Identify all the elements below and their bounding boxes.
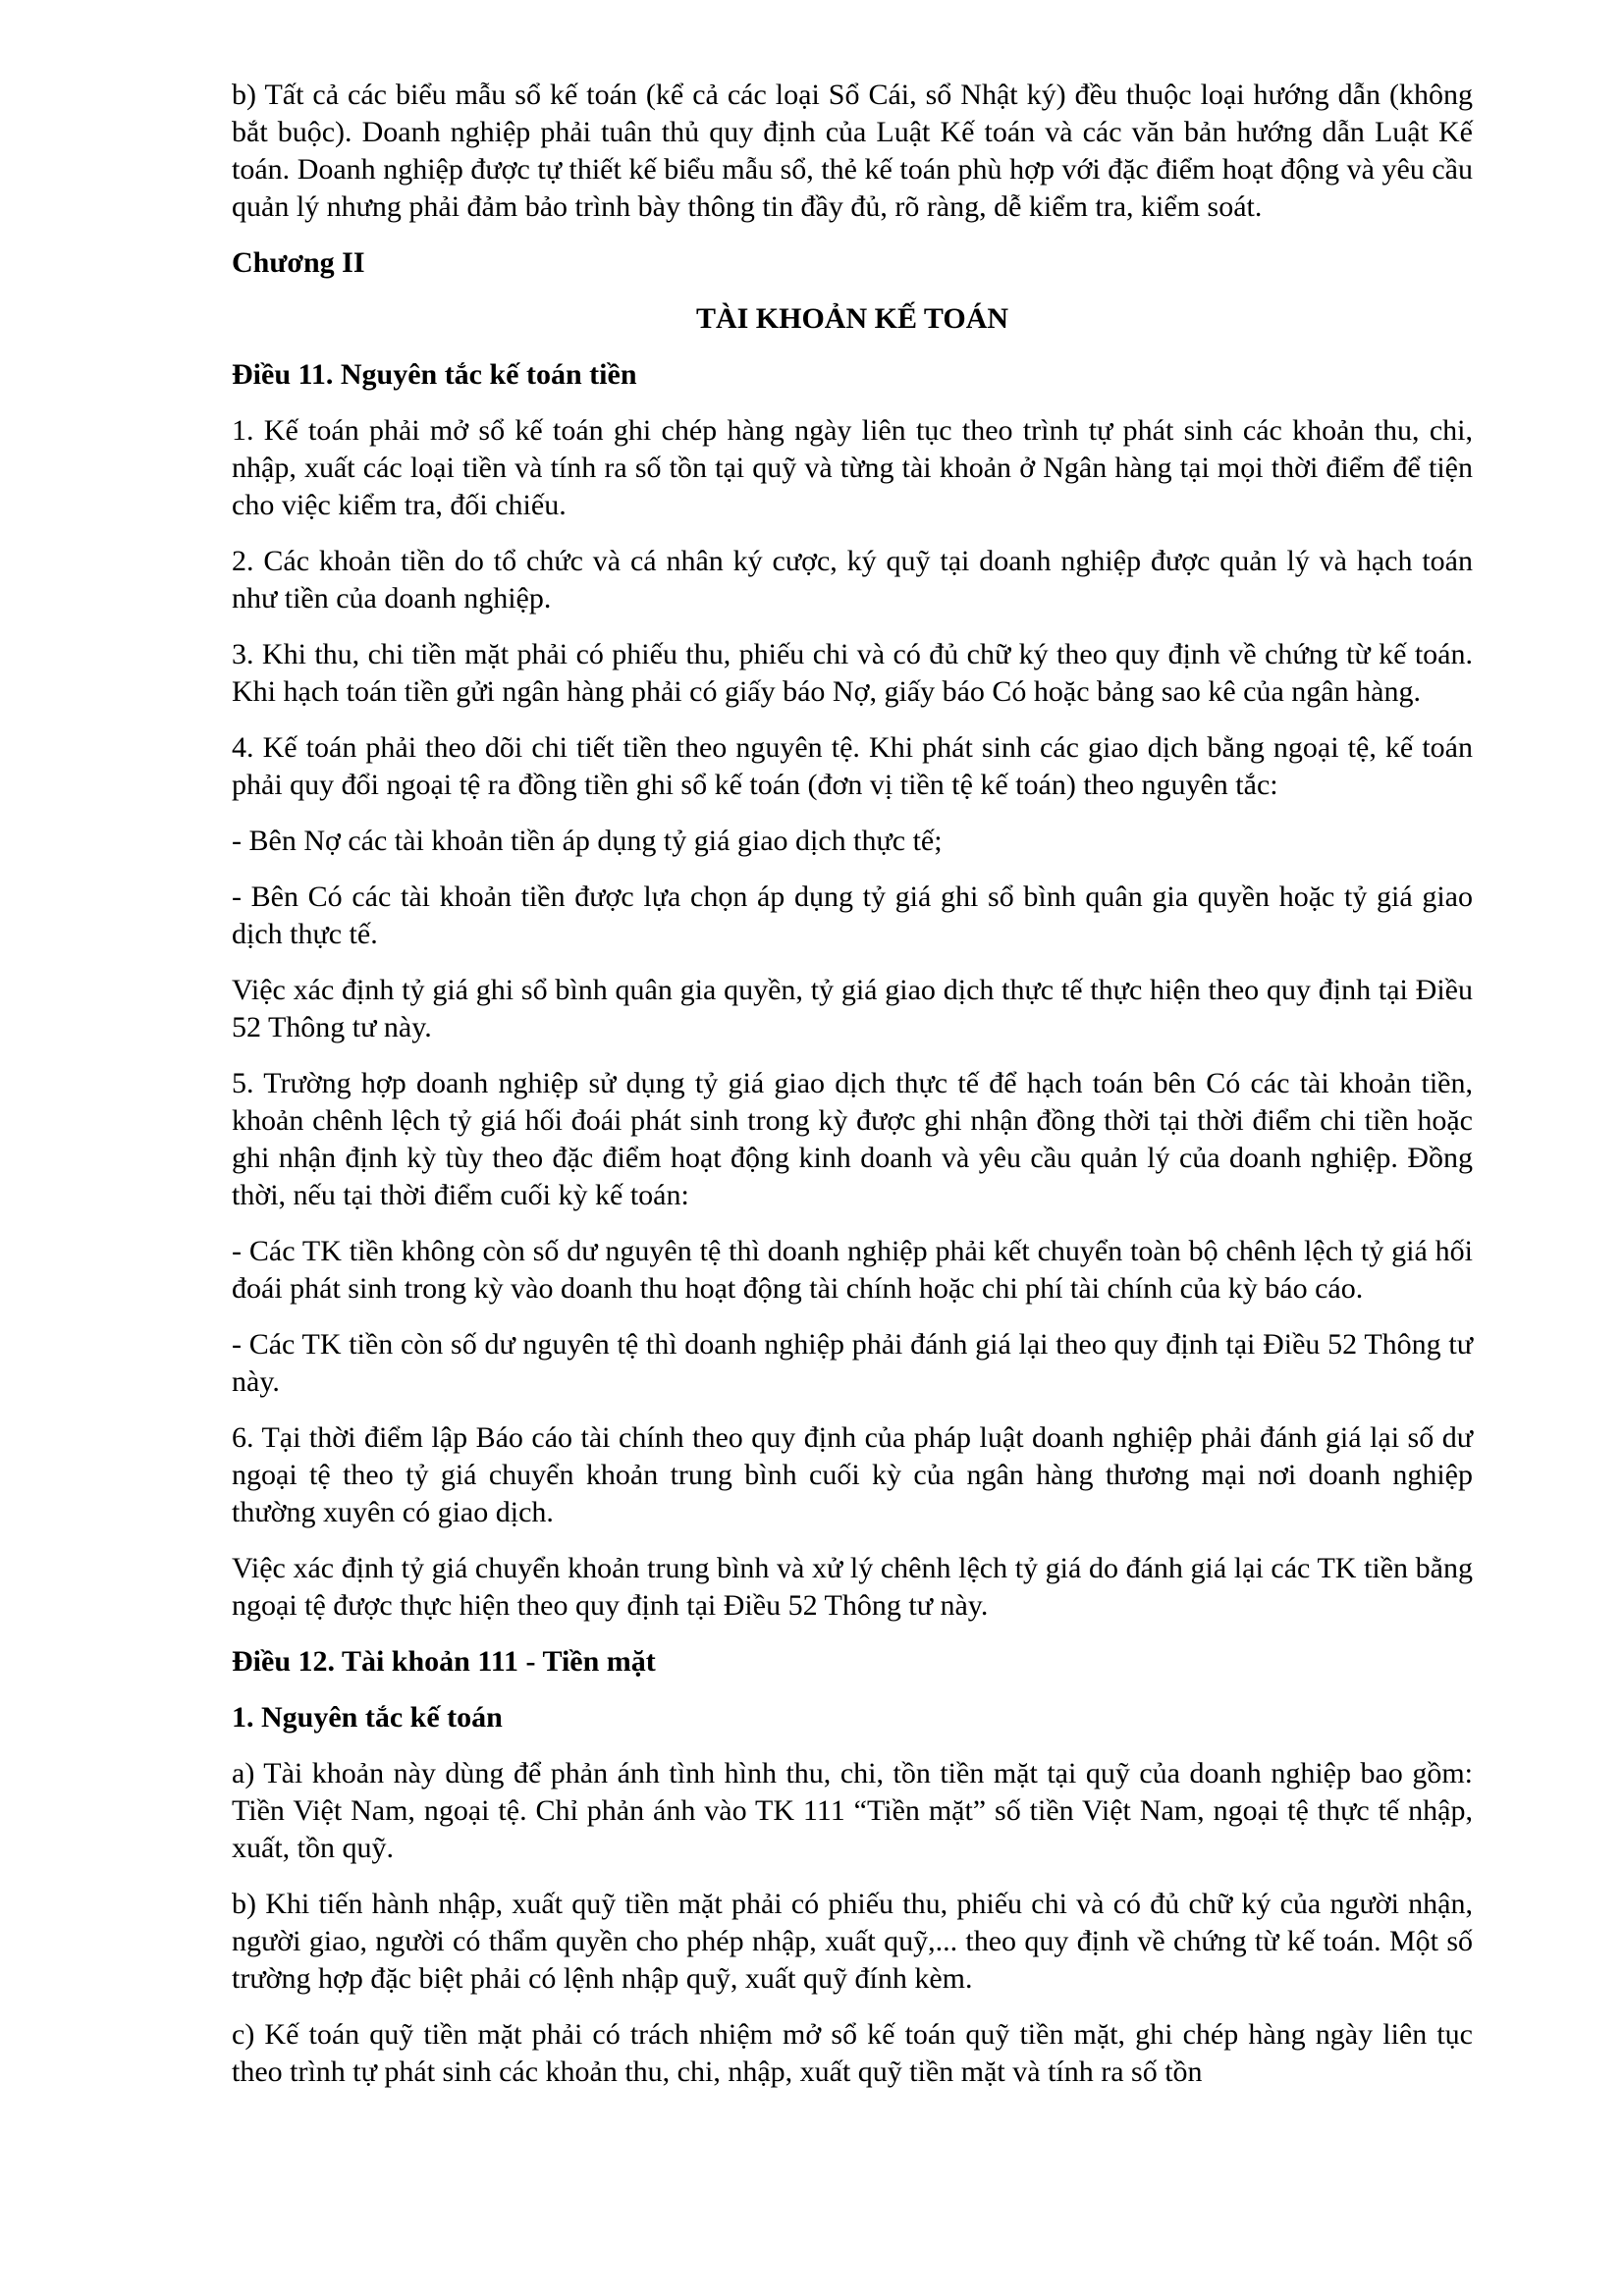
article-11-clause-4-note: Việc xác định tỷ giá ghi sổ bình quân gia quyền, tỷ giá giao dịch thực tế thực hiện theo quy định tại Điều 52 Thông tư này. [232,974,1473,1043]
article-12-clause-c: c) Kế toán quỹ tiền mặt phải có trách nhiệm mở sổ kế toán quỹ tiền mặt, ghi chép hàng ngày liên tục theo trình tự phát sinh các khoản thu, chi, nhập, xuất quỹ tiền mặt và tính ra số tồn [232,2018,1473,2088]
article-11-clause-6: 6. Tại thời điểm lập Báo cáo tài chính theo quy định của pháp luật doanh nghiệp phải đánh giá lại số dư ngoại tệ theo tỷ giá chuyển khoản trung bình cuối kỳ của ngân hàng thương mại nơi doanh nghiệp thường xuyên có giao dịch. [232,1421,1473,1528]
article-11-clause-5-item-with-balance: - Các TK tiền còn số dư nguyên tệ thì doanh nghiệp phải đánh giá lại theo quy định tại Điều 52 Thông tư này. [232,1328,1473,1398]
article-11-clause-1: 1. Kế toán phải mở sổ kế toán ghi chép hàng ngày liên tục theo trình tự phát sinh các khoản thu, chi, nhập, xuất các loại tiền và tính ra số tồn tại quỹ và từng tài khoản ở Ngân hàng tại mọi thời điểm để tiện cho việc kiểm tra, đối chiếu. [232,414,1473,521]
article-12-clause-a: a) Tài khoản này dùng để phản ánh tình hình thu, chi, tồn tiền mặt tại quỹ của doanh nghiệp bao gồm: Tiền Việt Nam, ngoại tệ. Chỉ phản ánh vào TK 111 “Tiền mặt” số tiền Việt Nam, ngoại tệ thực tế nhập, xuất, tồn quỹ. [232,1757,1473,1864]
article-11-heading: Điều 11. Nguyên tắc kế toán tiền [232,358,637,391]
article-12-heading: Điều 12. Tài khoản 111 - Tiền mặt [232,1645,656,1678]
chapter-heading: Chương II [232,246,365,279]
article-11-clause-6-note: Việc xác định tỷ giá chuyển khoản trung bình và xử lý chênh lệch tỷ giá do đánh giá lại các TK tiền bằng ngoại tệ được thực hiện theo quy định tại Điều 52 Thông tư này. [232,1552,1473,1622]
article-11-clause-4-item-debit: - Bên Nợ các tài khoản tiền áp dụng tỷ giá giao dịch thực tế; [232,825,943,857]
article-11-clause-4: 4. Kế toán phải theo dõi chi tiết tiền theo nguyên tệ. Khi phát sinh các giao dịch bằng ngoại tệ, kế toán phải quy đổi ngoại tệ ra đồng tiền ghi sổ kế toán (đơn vị tiền tệ kế toán) theo nguyên tắc: [232,731,1473,801]
article-12-section-1-heading: 1. Nguyên tắc kế toán [232,1701,503,1734]
article-11-clause-5-item-no-balance: - Các TK tiền không còn số dư nguyên tệ thì doanh nghiệp phải kết chuyển toàn bộ chênh lệch tỷ giá hối đoái phát sinh trong kỳ vào doanh thu hoạt động tài chính hoặc chi phí tài chính của kỳ báo cáo. [232,1235,1473,1305]
article-11-clause-4-item-credit: - Bên Có các tài khoản tiền được lựa chọn áp dụng tỷ giá ghi sổ bình quân gia quyền hoặc tỷ giá giao dịch thực tế. [232,881,1473,950]
article-11-clause-2: 2. Các khoản tiền do tổ chức và cá nhân ký cược, ký quỹ tại doanh nghiệp được quản lý và hạch toán như tiền của doanh nghiệp. [232,545,1473,614]
article-11-clause-5: 5. Trường hợp doanh nghiệp sử dụng tỷ giá giao dịch thực tế để hạch toán bên Có các tài khoản tiền, khoản chênh lệch tỷ giá hối đoái phát sinh trong kỳ được ghi nhận đồng thời tại thời điểm chi tiền hoặc ghi nhận định kỳ tùy theo đặc điểm hoạt động kinh doanh và yêu cầu quản lý của doanh nghiệp. Đồng thời, nếu tại thời điểm cuối kỳ kế toán: [232,1067,1473,1211]
article-12-clause-b: b) Khi tiến hành nhập, xuất quỹ tiền mặt phải có phiếu thu, phiếu chi và có đủ chữ ký của người nhận, người giao, người có thẩm quyền cho phép nhập, xuất quỹ,... theo quy định về chứng từ kế toán. Một số trường hợp đặc biệt phải có lệnh nhập quỹ, xuất quỹ đính kèm. [232,1888,1473,1995]
paragraph-item-b-ledger-forms: b) Tất cả các biểu mẫu sổ kế toán (kể cả các loại Sổ Cái, sổ Nhật ký) đều thuộc loại hướng dẫn (không bắt buộc). Doanh nghiệp phải tuân thủ quy định của Luật Kế toán và các văn bản hướng dẫn Luật Kế toán. Doanh nghiệp được tự thiết kế biểu mẫu sổ, thẻ kế toán phù hợp với đặc điểm hoạt động và yêu cầu quản lý nhưng phải đảm bảo trình bày thông tin đầy đủ, rõ ràng, dễ kiểm tra, kiểm soát. [232,79,1473,223]
article-11-clause-3: 3. Khi thu, chi tiền mặt phải có phiếu thu, phiếu chi và có đủ chữ ký theo quy định về chứng từ kế toán. Khi hạch toán tiền gửi ngân hàng phải có giấy báo Nợ, giấy báo Có hoặc bảng sao kê của ngân hàng. [232,638,1473,708]
document-text-column [232,77,1473,2109]
chapter-title: TÀI KHOẢN KẾ TOÁN [695,302,1009,335]
